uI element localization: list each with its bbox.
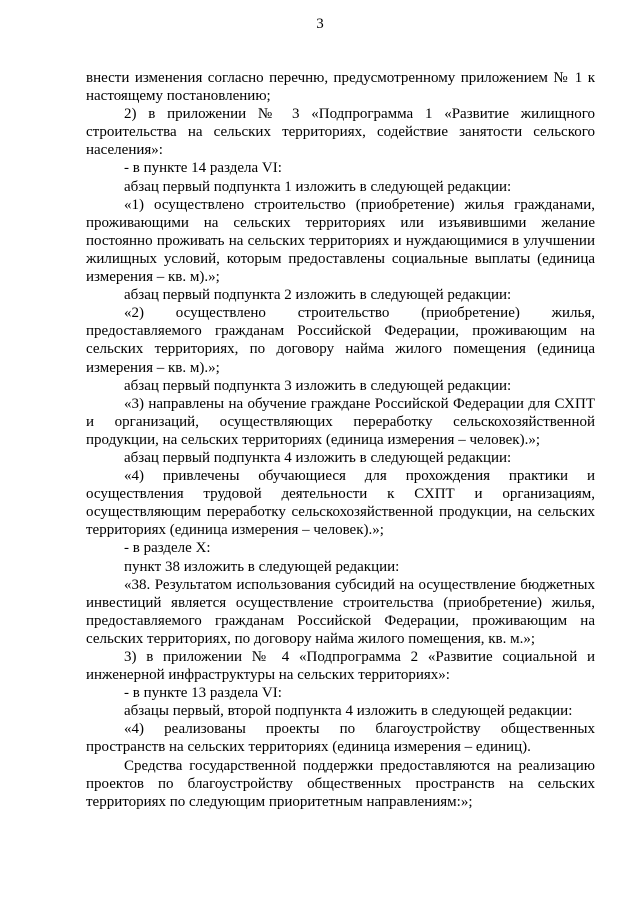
paragraph-18: «4) реализованы проекты по благоустройству общественных пространств на сельских территориях (единица измерения – единиц).: [86, 721, 595, 756]
document-body: [86, 69, 595, 811]
page-number: 3: [316, 16, 324, 32]
paragraph-19: Средства государственной поддержки предоставляются на реализацию проектов по благоустройству общественных пространств на сельских территориях по следующим приоритетным направлениям:»;: [86, 757, 595, 810]
paragraph-8: абзац первый подпункта 3 изложить в следующей редакции:: [124, 377, 512, 394]
paragraph-4: абзац первый подпункта 1 изложить в следующей редакции:: [124, 178, 512, 195]
paragraph-7: «2) осуществлено строительство (приобретение) жилья, предоставляемого гражданам Российской Федерации, проживающим на сельских территориях, по договору найма жилого помещения (единица измерения – кв. м).»;: [86, 305, 595, 376]
paragraph-16: - в пункте 13 раздела VI:: [124, 685, 282, 702]
paragraph-5: «1) осуществлено строительство (приобретение) жилья гражданами, проживающими на сельских территориях или изъявившими желание постоянно проживать на сельских территориях и нуждающимися в улучшении жилищных условий, которым предоставлены социальные выплаты (единица измерения – кв. м).»;: [86, 196, 595, 286]
paragraph-12: - в разделе X:: [124, 540, 211, 557]
paragraph-2: 2) в приложении № 3 «Подпрограмма 1 «Развитие жилищного строительства на сельских территориях, содействие занятости сельского населения»:: [86, 106, 595, 159]
paragraph-6: абзац первый подпункта 2 изложить в следующей редакции:: [124, 287, 512, 304]
paragraph-10: абзац первый подпункта 4 изложить в следующей редакции:: [124, 449, 512, 466]
paragraph-9: «3) направлены на обучение граждане Российской Федерации для СХПТ и организаций, осуществляющих переработку сельскохозяйственной продукции, на сельских территориях (единица измерения – человек).»;: [86, 395, 595, 448]
paragraph-15: 3) в приложении № 4 «Подпрограмма 2 «Развитие социальной и инженерной инфраструктуры на сельских территориях»:: [86, 649, 595, 684]
paragraph-17: абзацы первый, второй подпункта 4 изложить в следующей редакции:: [124, 703, 573, 720]
paragraph-13: пункт 38 изложить в следующей редакции:: [124, 558, 400, 575]
paragraph-11: «4) привлечены обучающиеся для прохождения практики и осуществления трудовой деятельности к СХПТ и организациям, осуществляющим переработку сельскохозяйственной продукции, на сельских территориях (единица измерения – человек).»;: [86, 468, 595, 539]
paragraph-3: - в пункте 14 раздела VI:: [124, 160, 282, 177]
paragraph-14: «38. Результатом использования субсидий на осуществление бюджетных инвестиций является осуществление строительства (приобретение) жилья, предоставляемого гражданам Российской Федерации, проживающим на сельских территориях, по договору найма жилого помещения, кв. м.»;: [86, 576, 595, 647]
paragraph-1: внести изменения согласно перечню, предусмотренному приложением № 1 к настоящему постановлению;: [86, 70, 595, 105]
